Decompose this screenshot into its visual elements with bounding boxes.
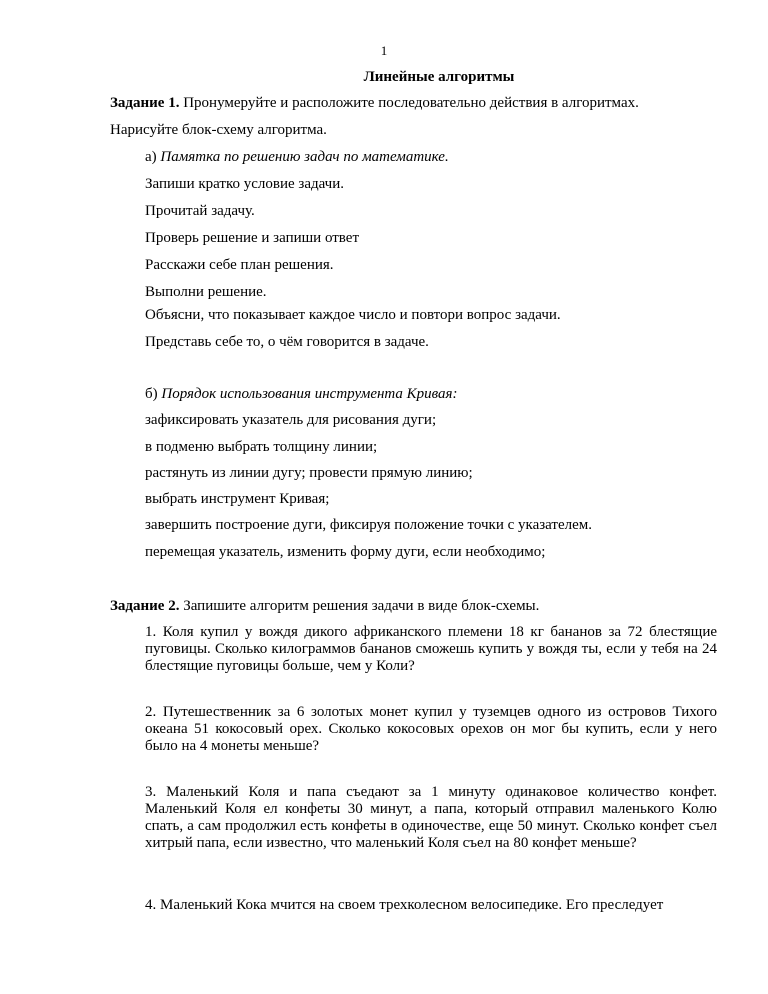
task2-text: Запишите алгоритм решения задачи в виде блок-схемы. xyxy=(179,598,540,614)
section-b-heading xyxy=(145,385,458,403)
list-item: завершить построение дуги, фиксируя положение точки с указателем. xyxy=(145,517,593,533)
list-item: зафиксировать указатель для рисования дуги; xyxy=(145,412,437,428)
task1-label: Задание 1. xyxy=(110,95,180,111)
list-item: растянуть из линии дугу; провести прямую линию; xyxy=(145,465,473,481)
problem-2: 2. Путешественник за 6 золотых монет купил у туземцев одного из островов Тихого океана 51 кокосовый орех. Сколько кокосовых орехов он мог бы купить, если у него было на 4 монеты меньше? xyxy=(145,704,717,754)
section-a-heading xyxy=(145,148,449,166)
list-item: Прочитай задачу. xyxy=(145,203,255,219)
list-item: Объясни, что показывает каждое число и повтори вопрос задачи. xyxy=(145,307,561,323)
page-title: Линейные алгоритмы xyxy=(363,69,515,85)
problem-3: 3. Маленький Коля и папа съедают за 1 минуту одинаковое количество конфет. Маленький Коля ел конфеты 30 минут, а папа, который отправил маленького Колю спать, а сам продолжил есть конфеты в одиночестве, еще 50 минут. Сколько конфет съел хитрый папа, если известно, что маленький Коля съел на 80 конфет меньше? xyxy=(145,784,717,851)
problem-4: 4. Маленький Кока мчится на своем трехколесном велосипедике. Его преследует xyxy=(145,897,664,913)
list-item: Представь себе то, о чём говорится в задаче. xyxy=(145,334,429,350)
section-a-marker: а) xyxy=(145,149,161,165)
task1-text: Пронумеруйте и расположите последовательно действия в алгоритмах. xyxy=(179,95,639,111)
section-b-marker: б) xyxy=(145,386,162,402)
task2-line xyxy=(110,597,539,615)
section-a-title: Памятка по решению задач по математике. xyxy=(160,149,449,165)
list-item: выбрать инструмент Кривая; xyxy=(145,491,330,507)
list-item: Проверь решение и запиши ответ xyxy=(145,230,360,246)
section-b-title: Порядок использования инструмента Кривая: xyxy=(161,386,458,402)
list-item: Выполни решение. xyxy=(145,284,267,300)
problem-1: 1. Коля купил у вождя дикого африканского племени 18 кг бананов за 72 блестящие пуговицы. Сколько килограммов бананов сможешь купить у вождя ты, если у тебя на 24 блестящие пуговицы больше, чем у Коли? xyxy=(145,624,717,674)
list-item: перемещая указатель, изменить форму дуги, если необходимо; xyxy=(145,544,546,560)
task1-text-cont: Нарисуйте блок-схему алгоритма. xyxy=(110,122,327,138)
list-item: Запиши кратко условие задачи. xyxy=(145,176,344,192)
task2-label: Задание 2. xyxy=(110,598,180,614)
task1-line xyxy=(110,94,639,112)
page-number: 1 xyxy=(380,43,388,58)
list-item: в подменю выбрать толщину линии; xyxy=(145,439,378,455)
list-item: Расскажи себе план решения. xyxy=(145,257,334,273)
